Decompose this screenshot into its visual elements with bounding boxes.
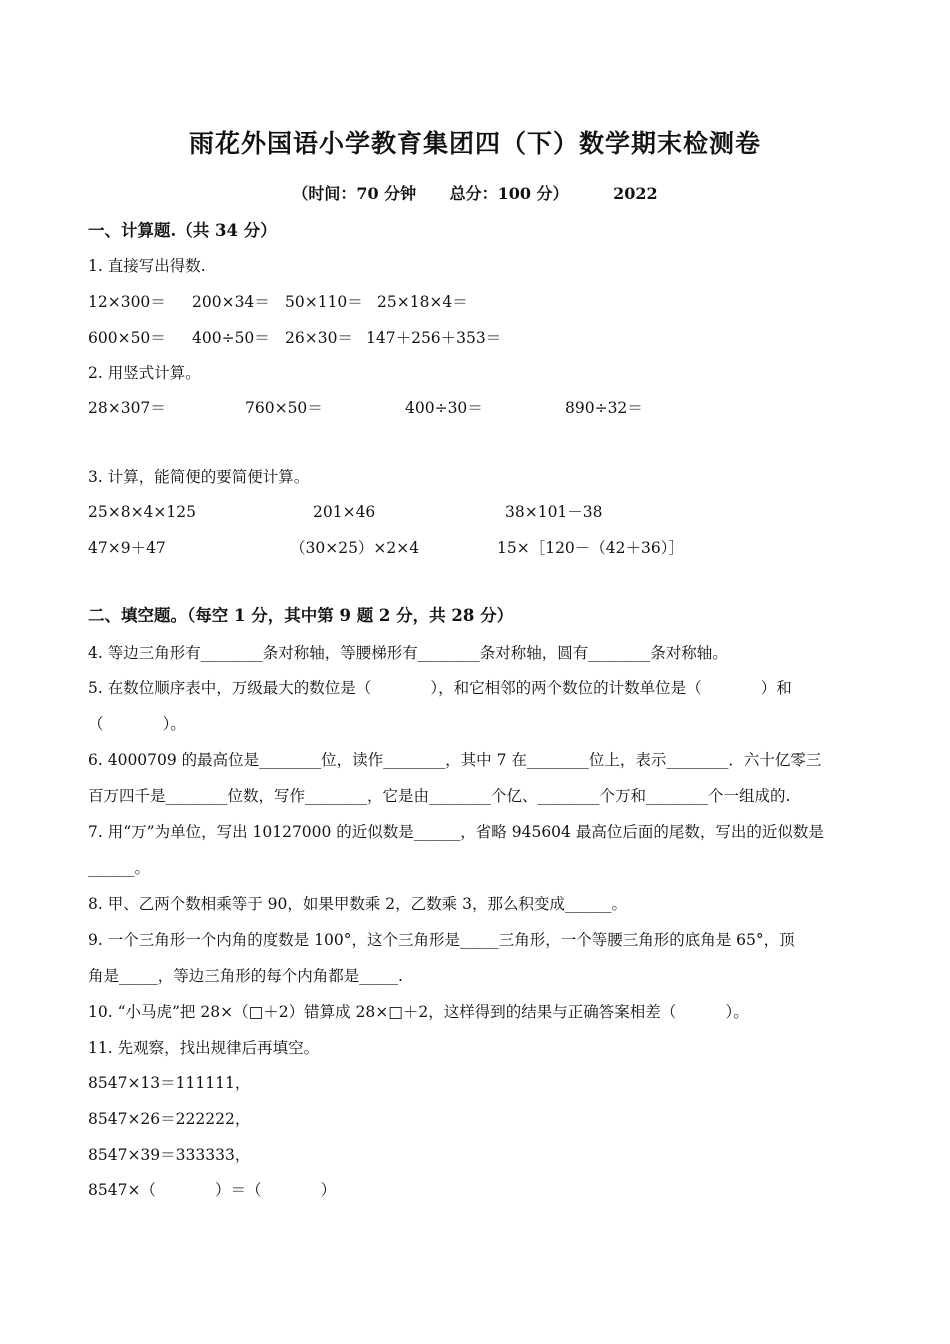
question-line: 8. 甲、乙两个数相乘等于 90，如果甲数乘 2，乙数乘 3，那么积变成______。: [88, 895, 627, 913]
question-line: （ ）。: [88, 715, 186, 733]
question-line: 8547×39＝333333，: [88, 1146, 251, 1164]
q1-item: 50×110＝: [285, 293, 363, 311]
q1-item: 600×50＝: [88, 329, 166, 347]
question-line: 10. “小马虎”把 28×（□＋2）错算成 28×□＋2，这样得到的结果与正确答案相差（ ）。: [88, 1003, 749, 1021]
q1-item: 200×34＝: [192, 293, 270, 311]
q3-item: （30×25）×2×4: [290, 539, 420, 557]
q2-item: 890÷32＝: [565, 399, 643, 417]
question-line: 6. 4000709 的最高位是________位，读作________，其中 7 在________位上，表示________．六十亿零三: [88, 751, 822, 769]
question-1-prompt: 1. 直接写出得数.: [88, 257, 206, 275]
section-2-heading: 二、填空题。（每空 1 分，其中第 9 题 2 分，共 28 分）: [88, 606, 514, 625]
q3-item: 47×9＋47: [88, 539, 166, 557]
q3-item: 201×46: [313, 503, 376, 521]
q2-item: 400÷30＝: [405, 399, 483, 417]
question-line: 角是_____，等边三角形的每个内角都是_____.: [88, 967, 403, 985]
question-3-prompt: 3. 计算，能简便的要简便计算。: [88, 468, 310, 486]
question-line: 9. 一个三角形一个内角的度数是 100°，这个三角形是_____三角形，一个等腰三角形的底角是 65°，顶: [88, 931, 795, 949]
question-line: 5. 在数位顺序表中，万级最大的数位是（ ），和它相邻的两个数位的计数单位是（ ）和: [88, 679, 792, 697]
q3-item: 38×101－38: [505, 503, 603, 521]
question-line: 8547×13＝111111，: [88, 1074, 251, 1092]
q3-item: 25×8×4×125: [88, 503, 196, 521]
page-title: 雨花外国语小学教育集团四（下）数学期末检测卷: [188, 129, 761, 158]
q1-item: 400÷50＝: [192, 329, 270, 347]
section-1-heading: 一、计算题.（共 34 分）: [88, 221, 277, 240]
q1-item: 26×30＝: [285, 329, 353, 347]
q1-item: 12×300＝: [88, 293, 166, 311]
question-line: 8547×（ ）＝（ ）: [88, 1181, 337, 1199]
q2-item: 760×50＝: [245, 399, 323, 417]
q2-item: 28×307＝: [88, 399, 166, 417]
question-line: 4. 等边三角形有________条对称轴，等腰梯形有________条对称轴，圆有________条对称轴。: [88, 644, 728, 662]
question-line: 百万四千是________位数，写作________，它是由________个亿、________个万和________个一组成的.: [88, 787, 791, 805]
question-line: 7. 用“万”为单位，写出 10127000 的近似数是______，省略 945604 最高位后面的尾数，写出的近似数是: [88, 823, 824, 841]
q3-item: 15×［120－（42＋36）］: [497, 539, 684, 557]
q1-item: 25×18×4＝: [377, 293, 468, 311]
question-line: 11. 先观察，找出规律后再填空。: [88, 1039, 320, 1057]
question-2-prompt: 2. 用竖式计算。: [88, 364, 201, 382]
question-line: 8547×26＝222222，: [88, 1110, 251, 1128]
question-line: ______。: [88, 859, 151, 877]
exam-subtitle: （时间：70 分钟 总分：100 分） 2022: [292, 184, 658, 203]
q1-item: 147＋256＋353＝: [366, 329, 502, 347]
